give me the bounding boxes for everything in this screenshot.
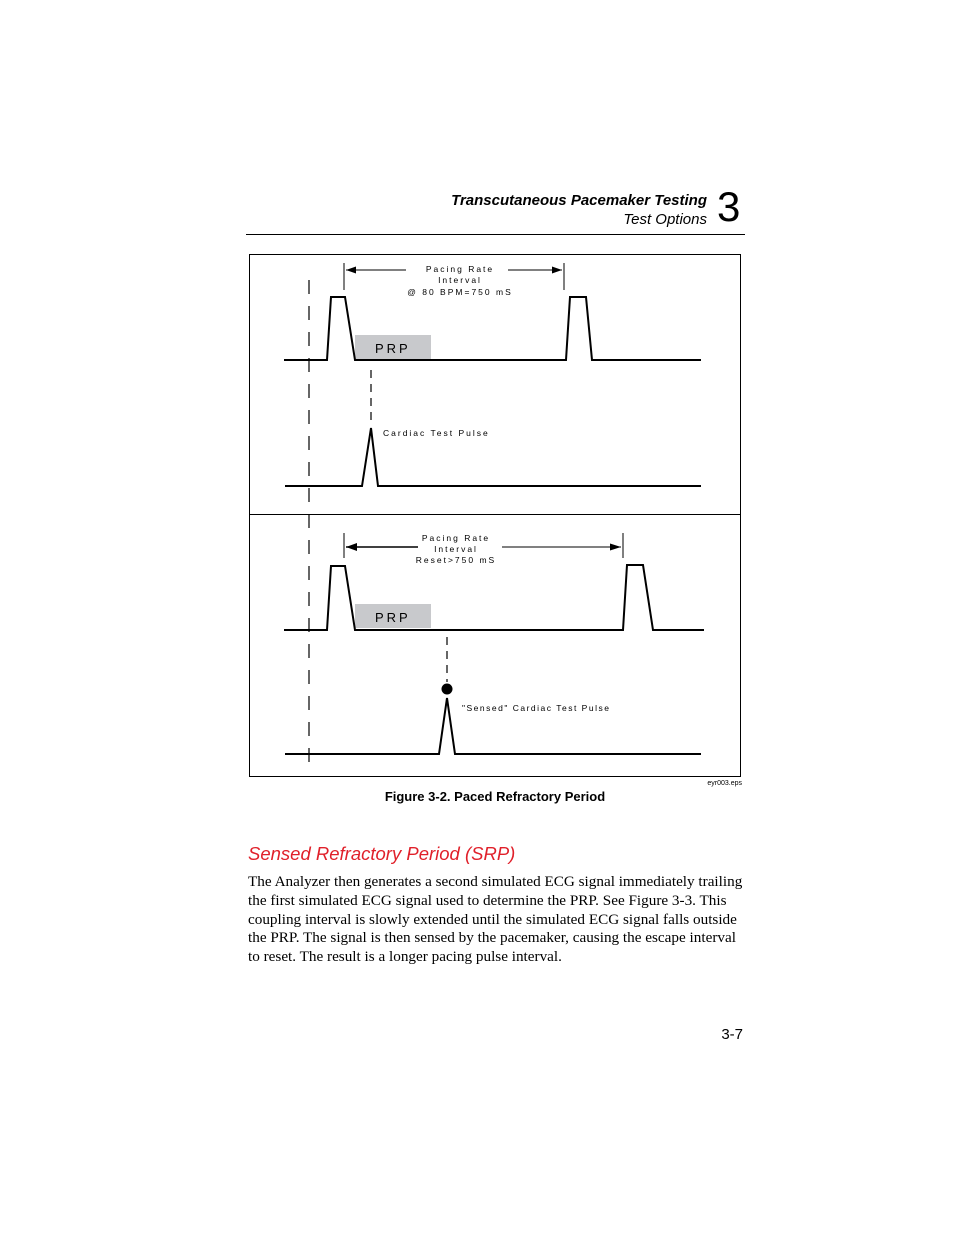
bottom-pacing-waveform [284, 565, 704, 630]
sensed-marker-dot [442, 684, 453, 695]
bottom-prp-label: PRP [375, 610, 411, 625]
body-paragraph: The Analyzer then generates a second simulated ECG signal immediately trailing the first simulated ECG signal used to determine the PRP. See Figure 3-3. This coupling interval is slowly extended until the simulated ECG signal falls outside the PRP. The signal is then sensed by the pacemaker, causing the escape interval to reset. The result is a longer pacing pulse interval. [248, 873, 743, 966]
top-pulse-label: Cardiac Test Pulse [383, 428, 490, 438]
top-pacing-waveform [284, 297, 701, 360]
top-interval-label-line3: @ 80 BPM=750 mS [407, 287, 513, 297]
running-header-section-title: Test Options [623, 211, 707, 228]
top-ecg-waveform [285, 428, 701, 486]
running-header-chapter-title: Transcutaneous Pacemaker Testing [451, 192, 707, 209]
bottom-pulse-label: "Sensed" Cardiac Test Pulse [462, 703, 611, 713]
bottom-interval-label-line1: Pacing Rate [421, 533, 491, 543]
page-number: 3-7 [721, 1026, 743, 1043]
section-heading: Sensed Refractory Period (SRP) [248, 843, 516, 864]
chapter-number: 3 [717, 183, 741, 230]
top-prp-label: PRP [375, 341, 411, 356]
bottom-interval-label-line2: Interval [434, 544, 478, 554]
top-interval-label-line1: Pacing Rate [425, 264, 495, 274]
top-interval-label-line2: Interval [438, 275, 482, 285]
figure-caption: Figure 3-2. Paced Refractory Period [384, 789, 606, 804]
figure-file-name: eyr003.eps [707, 780, 742, 787]
bottom-panel-frame [250, 515, 741, 777]
bottom-interval-label-line3: Reset>750 mS [415, 555, 497, 565]
